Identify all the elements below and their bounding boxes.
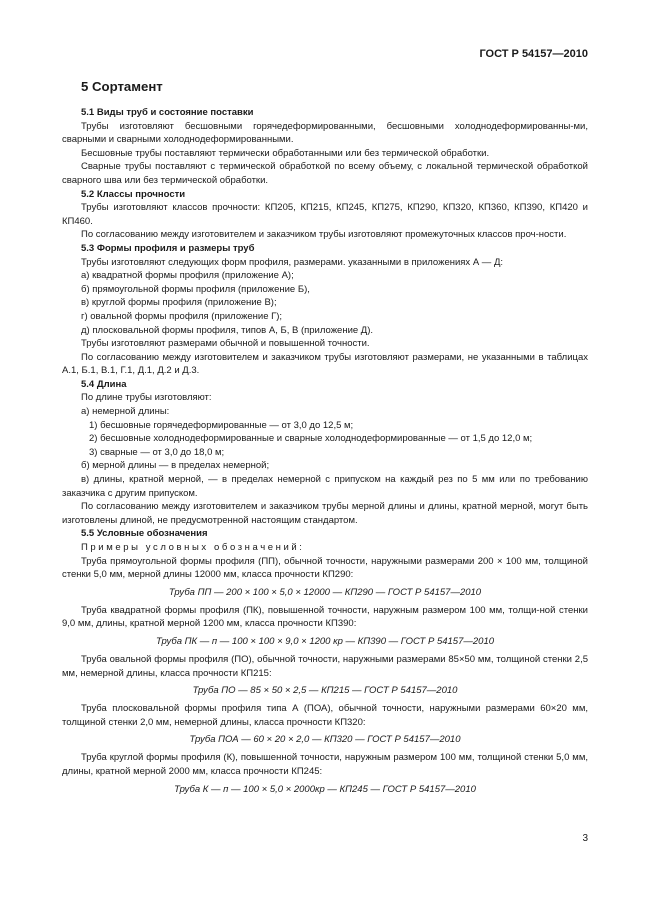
list-item: а) квадратной формы профиля (приложение А); (81, 270, 294, 282)
designation-example: Труба ПК — п — 100 × 100 × 9,0 × 1200 кр — КП390 — ГОСТ Р 54157—2010 (155, 635, 495, 647)
document-body (62, 78, 588, 801)
subsection-heading: 5.4 Длина (81, 378, 127, 390)
list-item: б) прямоугольной формы профиля (приложение Б), (81, 283, 310, 295)
subsection-heading: 5.3 Формы профиля и размеры труб (81, 242, 255, 254)
page-number: 3 (582, 833, 588, 844)
list-item: б) мерной длины — в пределах немерной; (81, 460, 270, 472)
designation-example: Труба ПП — 200 × 100 × 5,0 × 12000 — КП290 — ГОСТ Р 54157—2010 (168, 586, 482, 598)
designation-example: Труба ПО — 85 × 50 × 2,5 — КП215 — ГОСТ Р 54157—2010 (192, 685, 458, 697)
paragraph: Трубы изготовляют бесшовными горячедеформированными, бесшовными холоднодеформированны-ми, сварными и сварными холоднодеформированными. (62, 120, 588, 146)
subsection-heading: 5.5 Условные обозначения (81, 528, 208, 540)
paragraph: Труба овальной формы профиля (ПО), обычной точности, наружными размерами 85×50 мм, толщиной стенки 2,5 мм, немерной длины, класса прочности КП215: (62, 653, 588, 679)
subsection-heading: 5.1 Виды труб и состояние поставки (81, 107, 254, 118)
paragraph: Труба квадратной формы профиля (ПК), повышенной точности, наружным размером 100 мм, толщи-ной стенки 9,0 мм, длины, кратной мерной 1200 мм, класса прочности КП390: (62, 604, 588, 630)
paragraph: По согласованию между изготовителем и заказчиком трубы изготовляют размерами, не указанными в таблицах А.1, Б.1, В.1, Г.1, Д.1, Д.2 и Д.3. (62, 351, 588, 377)
paragraph: Бесшовные трубы поставляют термически обработанными или без термической обработки. (81, 147, 490, 159)
list-item: д) плосковальной формы профиля, типов А, Б, В (приложение Д). (81, 324, 374, 336)
list-subitem: 3) сварные — от 3,0 до 18,0 м; (89, 446, 225, 458)
paragraph: Трубы изготовляют следующих форм профиля, размерами. указанными в приложениях А — Д: (81, 256, 504, 268)
paragraph: Трубы изготовляют размерами обычной и повышенной точности. (81, 338, 370, 350)
list-item: в) длины, кратной мерной, — в пределах немерной с припуском на каждый рез по 5 мм или по требованию заказчика с другим припуском. (62, 474, 588, 499)
paragraph: Труба круглой формы профиля (К), повышенной точности, наружным размером 100 мм, толщиной стенки 5,0 мм, длины, кратной мерной 2000 мм, класса прочности КП245: (62, 752, 588, 777)
section-title: 5 Сортамент (81, 79, 163, 94)
list-item: г) овальной формы профиля (приложение Г); (81, 310, 283, 322)
paragraph: Труба прямоугольной формы профиля (ПП), обычной точности, наружными размерами 200 × 100 мм, толщиной стенки 5,0 мм, мерной длины 12000 мм, класса прочности КП290: (62, 555, 588, 581)
paragraph: По согласованию между изготовителем и заказчиком трубы мерной длины и длины, кратной мерной, могут быть изготовлены длиной, не предусмотренной настоящим стандартом. (62, 501, 588, 526)
subsection-heading: 5.2 Классы прочности (81, 188, 186, 200)
paragraph: Трубы изготовляют классов прочности: КП205, КП215, КП245, КП275, КП290, КП320, КП360, КП390, КП420 и КП460. (62, 202, 588, 227)
list-subitem: 2) бесшовные холоднодеформированные и сварные холоднодеформированные — от 1,5 до 12,0 м; (89, 433, 533, 445)
document-header: ГОСТ Р 54157—2010 (479, 48, 588, 60)
designation-example: Труба ПОА — 60 × 20 × 2,0 — КП320 — ГОСТ Р 54157—2010 (189, 734, 461, 746)
designation-example: Труба К — п — 100 × 5,0 × 2000кр — КП245 — ГОСТ Р 54157—2010 (174, 783, 476, 795)
list-subitem: 1) бесшовные горячедеформированные — от 3,0 до 12,5 м; (89, 419, 354, 431)
paragraph: По согласованию между изготовителем и заказчиком трубы изготовляют промежуточных классов проч-ности. (81, 229, 567, 241)
paragraph: Труба плосковальной формы профиля типа А (ПОА), обычной точности, наружными размерами 60×20 мм, толщиной стенки 2,0 мм, немерной длины, класса прочности КП320: (62, 703, 588, 728)
list-item: в) круглой формы профиля (приложение В); (81, 297, 277, 309)
list-item: а) немерной длины: (81, 406, 170, 418)
paragraph: Сварные трубы поставляют с термической обработкой по всему объему, с локальной термической обработкой сварного шва или без термической обработки. (62, 161, 588, 186)
examples-heading: Примеры условных обозначений: (81, 542, 305, 553)
paragraph: По длине трубы изготовляют: (81, 392, 212, 404)
